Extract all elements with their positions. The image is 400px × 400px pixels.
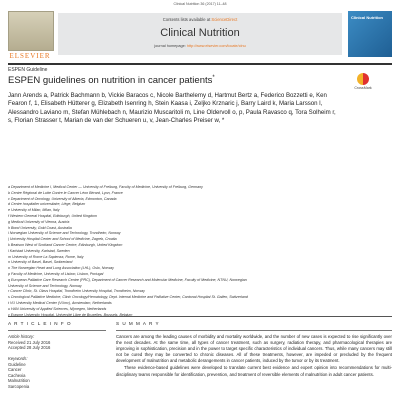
keyword-item: Malnutrition	[8, 378, 30, 384]
affiliation-item: r Cancer Clinic, St. Olavs Hospital, Trondheim University Hospital, Trondheim, Norway	[8, 289, 145, 294]
keyword-item: Cachexia	[8, 372, 26, 378]
section-divider	[8, 316, 392, 317]
contents-prefix: Contents lists available at	[162, 17, 212, 22]
title-footnote-mark[interactable]: *	[212, 75, 215, 81]
keyword-item: Cancer	[8, 367, 22, 373]
citation-text: Clinical Nutrition 36 (2017) 11–48	[173, 2, 227, 6]
accepted-date: Accepted 28 July 2016	[8, 345, 51, 351]
keyword-item: Sarcopenia	[8, 383, 30, 389]
keywords-label: Keywords:	[8, 356, 28, 361]
summary-rule	[116, 330, 392, 331]
journal-title: Clinical Nutrition	[160, 27, 240, 39]
journal-homepage-link[interactable]: http://www.elsevier.com/locate/clnu	[186, 44, 246, 48]
affiliation-item: i Norwegian University of Science and Technology, Trondheim, Norway	[8, 231, 121, 236]
affiliation-item: h Bond University, Gold Coast, Australia	[8, 225, 72, 230]
affiliation-item: a Department of Medicine I, Medical Center — University of Freiburg, Faculty of Medicine, University of Freiburg, Germany	[8, 185, 203, 189]
journal-banner	[58, 13, 342, 55]
affiliation-item: e University of Milan, Milan, Italy	[8, 208, 60, 213]
article-info-rule	[8, 330, 106, 331]
summary-paragraph: These evidence-based guidelines were developed to translate current best evidence and expert opinion into recommendations for multi-disciplinary teams responsible for identification, prevention, and treatment of reversible elements of malnutrition in adult cancer patients.	[116, 365, 392, 377]
journal-header	[8, 9, 392, 61]
crossmark-icon	[357, 73, 369, 85]
affiliation-item: d Centre hospitalier universitaire, Liège, Belgium	[8, 202, 86, 207]
affiliation-item: b Centre Régional de Lutte Contre le Cancer Léon Bérard, Lyon, France	[8, 190, 123, 195]
affiliation-item: m University of Rome La Sapienza, Rome, Italy	[8, 254, 84, 259]
cover-title: Clinical Nutrition	[351, 15, 383, 20]
homepage-prefix: journal homepage:	[154, 44, 187, 48]
affiliation-item: p Faculty of Medicine, University of Lisbon, Lisbon, Portugal	[8, 271, 104, 276]
article-type-label: ESPEN Guideline	[8, 67, 48, 73]
paper-title	[8, 75, 215, 86]
affiliation-item: k Beatson West of Scotland Cancer Centre, Edinburgh, United Kingdom	[8, 242, 123, 247]
journal-citation	[0, 2, 400, 6]
paper-title-text: ESPEN guidelines on nutrition in cancer patients	[8, 75, 213, 87]
summary-heading: S U M M A R Y	[116, 321, 160, 326]
summary-paragraph: Cancers are among the leading causes of morbidity and mortality worldwide, and the number of new cases is expected to rise significantly over the next decades. At the same time, all types of cancer treatment, such as surgery, radiation therapy, and pharmacological therapies are improving in sophistication, precision and in the power to target specific characteristics of individual cancers. Thus, while many cancers may still not be cured they may be converted to chronic diseases. All of these treatments, however, are impeded or precluded by the frequent development of malnutrition and metabolic derangements in cancer patients, induced by the tumor or by its treatment.	[116, 334, 392, 364]
affiliation-item: q European Palliative Care Research Centre (PRC), Department of Cancer Research and Molecular Medicine, Faculty of Medicine, NTNU, Norwegian	[8, 277, 247, 282]
affiliation-item: u HAN University of Applied Sciences, Nijmegen, Netherlands	[8, 306, 107, 311]
publisher-name: ELSEVIER	[9, 52, 51, 60]
elsevier-tree-icon	[8, 11, 54, 51]
affiliation-item: g Medical University of Vienna, Austria	[8, 219, 70, 224]
affiliation-item: v Erasme University Hospital, Université Libre de Bruxelles, Brussels, Belgium	[8, 312, 133, 317]
contents-line	[58, 13, 342, 22]
sciencedirect-link[interactable]: ScienceDirect	[211, 17, 238, 22]
article-history	[8, 334, 50, 351]
article-info-heading: A R T I C L E I N F O	[8, 321, 72, 326]
affiliation-item: c Department of Oncology, University of Alberta, Edmonton, Canada	[8, 196, 117, 201]
affiliation-item: f Western General Hospital, Edinburgh, United Kingdom	[8, 213, 98, 218]
journal-cover-thumbnail[interactable]	[348, 11, 392, 57]
author-list: Jann Arends a, Patrick Bachmann b, Vickie Baracos c, Nicole Barthelemy d, Hartmut Bertz a, Federico Bozzetti e, Ken Fearon f, 1, Elisabeth Hütterer g, Elizabeth Isenring h, Stein Kaasa i, Zeljko Krznaric j, Barry Laird k, Maria Larsson l, Alessandro Laviano m, Stefan Mühlebach n, Maurizio Muscaritoli m, Line Oldervoll o, p, Paula Ravasco q, Tora Solheim r, s, Florian Strasser t, Marian de van der Schueren u, v, Jean-Charles Preiser w, *	[8, 92, 336, 125]
summary-body	[116, 334, 392, 379]
affiliation-item: o The Norwegian Heart and Lung Association (LHL), Oslo, Norway	[8, 266, 114, 271]
affiliation-item: t VU University Medical Center (VUmc), Amsterdam, Netherlands	[8, 300, 112, 305]
keyword-item: Guideline	[8, 361, 26, 367]
affiliation-item: n University of Basel, Basel, Switzerland	[8, 260, 73, 265]
affiliation-item: j University Hospital Center and School of Medicine, Zagreb, Croatia	[8, 237, 117, 242]
keywords-block	[8, 356, 30, 390]
affiliation-item: l Karlstad University, Karlstad, Sweden	[8, 248, 70, 253]
affiliation-list	[8, 185, 392, 318]
crossmark-badge[interactable]	[348, 73, 378, 90]
crossmark-label: CrossMark	[354, 86, 372, 90]
received-date: Received 21 July 2016	[8, 339, 51, 345]
affiliation-item: University of Science and Technology, Norway	[8, 283, 82, 288]
elsevier-logo[interactable]	[8, 11, 52, 60]
homepage-line	[58, 44, 342, 48]
history-label: Article history:	[8, 334, 35, 339]
header-rule	[8, 63, 392, 65]
affiliation-item: s Oncological Palliative Medicine, Clinic Oncology/Hematology, Dept. Internal Medicine and Palliative Center, Cantonal Hospital St. Gallen, Switzerland	[8, 295, 248, 300]
